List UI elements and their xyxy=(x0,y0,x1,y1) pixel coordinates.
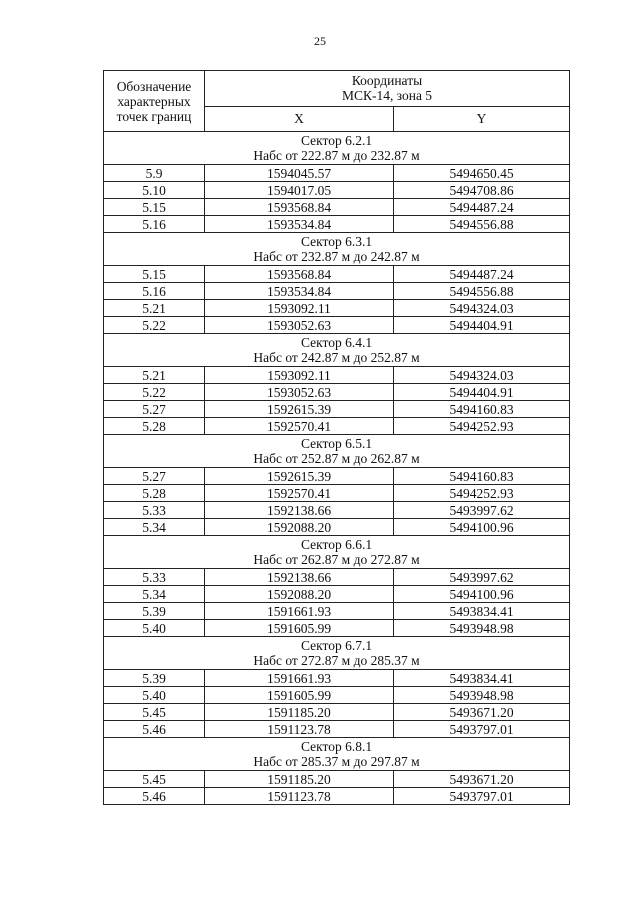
x-cell: 1593568.84 xyxy=(205,199,394,216)
sector-header-row xyxy=(104,132,570,165)
y-cell: 5494252.93 xyxy=(394,418,570,435)
point-cell: 5.40 xyxy=(104,620,205,637)
y-cell: 5493797.01 xyxy=(394,721,570,738)
sector-height-range: Набс от 262.87 м до 272.87 м xyxy=(253,552,420,567)
sector-header-row xyxy=(104,536,570,569)
y-cell: 5494160.83 xyxy=(394,401,570,418)
table-row xyxy=(104,687,570,704)
table-row xyxy=(104,165,570,182)
sector-height-range: Набс от 285.37 м до 297.87 м xyxy=(253,754,420,769)
table-row xyxy=(104,519,570,536)
y-cell: 5493797.01 xyxy=(394,788,570,805)
y-cell: 5494252.93 xyxy=(394,485,570,502)
x-cell: 1593092.11 xyxy=(205,367,394,384)
table-header xyxy=(104,71,570,132)
sector-header-row xyxy=(104,738,570,771)
x-cell: 1591605.99 xyxy=(205,687,394,704)
table-row xyxy=(104,603,570,620)
table-row xyxy=(104,216,570,233)
x-cell: 1591185.20 xyxy=(205,704,394,721)
x-cell: 1593534.84 xyxy=(205,283,394,300)
table-row xyxy=(104,182,570,199)
table-row xyxy=(104,300,570,317)
point-cell: 5.10 xyxy=(104,182,205,199)
point-cell: 5.16 xyxy=(104,283,205,300)
table-row xyxy=(104,384,570,401)
x-cell: 1592088.20 xyxy=(205,519,394,536)
table-row xyxy=(104,418,570,435)
y-cell: 5494556.88 xyxy=(394,216,570,233)
x-header: X xyxy=(205,106,394,131)
x-cell: 1593092.11 xyxy=(205,300,394,317)
table-row xyxy=(104,317,570,334)
y-cell: 5494324.03 xyxy=(394,367,570,384)
point-cell: 5.39 xyxy=(104,603,205,620)
x-cell: 1592088.20 xyxy=(205,586,394,603)
point-cell: 5.46 xyxy=(104,721,205,738)
sector-header xyxy=(104,637,570,670)
point-cell: 5.27 xyxy=(104,401,205,418)
point-cell: 5.40 xyxy=(104,687,205,704)
point-cell: 5.45 xyxy=(104,704,205,721)
table-row xyxy=(104,468,570,485)
x-cell: 1593052.63 xyxy=(205,384,394,401)
x-cell: 1594017.05 xyxy=(205,182,394,199)
point-cell: 5.9 xyxy=(104,165,205,182)
sector-title: Сектор 6.6.1 xyxy=(300,537,373,552)
sector-header xyxy=(104,132,570,165)
point-cell: 5.21 xyxy=(104,300,205,317)
sector-title: Сектор 6.7.1 xyxy=(300,638,373,653)
point-cell: 5.28 xyxy=(104,418,205,435)
sector-header-row xyxy=(104,334,570,367)
point-cell: 5.33 xyxy=(104,502,205,519)
x-cell: 1591605.99 xyxy=(205,620,394,637)
y-cell: 5493997.62 xyxy=(394,502,570,519)
x-cell: 1592615.39 xyxy=(205,468,394,485)
x-cell: 1591123.78 xyxy=(205,721,394,738)
y-cell: 5494708.86 xyxy=(394,182,570,199)
coordinates-header xyxy=(205,71,570,107)
sector-height-range: Набс от 222.87 м до 232.87 м xyxy=(253,148,420,163)
page-number: 25 xyxy=(314,34,326,48)
table-row xyxy=(104,670,570,687)
y-cell: 5493948.98 xyxy=(394,620,570,637)
y-cell: 5493948.98 xyxy=(394,687,570,704)
coordinate-system: МСК-14, зона 5 xyxy=(341,88,433,104)
point-cell: 5.45 xyxy=(104,771,205,788)
sector-header-row xyxy=(104,435,570,468)
point-cell: 5.39 xyxy=(104,670,205,687)
table-row xyxy=(104,266,570,283)
y-cell: 5494160.83 xyxy=(394,468,570,485)
table-row xyxy=(104,401,570,418)
x-cell: 1592138.66 xyxy=(205,502,394,519)
sector-height-range: Набс от 242.87 м до 252.87 м xyxy=(253,350,420,365)
sector-title: Сектор 6.3.1 xyxy=(300,234,373,249)
y-cell: 5493997.62 xyxy=(394,569,570,586)
x-cell: 1591661.93 xyxy=(205,603,394,620)
y-cell: 5494487.24 xyxy=(394,199,570,216)
sector-header-row xyxy=(104,637,570,670)
table-row xyxy=(104,199,570,216)
y-cell: 5494650.45 xyxy=(394,165,570,182)
table-row xyxy=(104,704,570,721)
x-cell: 1593052.63 xyxy=(205,317,394,334)
table-row xyxy=(104,367,570,384)
table-row xyxy=(104,283,570,300)
y-cell: 5494556.88 xyxy=(394,283,570,300)
y-cell: 5494324.03 xyxy=(394,300,570,317)
sector-header xyxy=(104,233,570,266)
table-row xyxy=(104,569,570,586)
point-cell: 5.16 xyxy=(104,216,205,233)
sector-title: Сектор 6.2.1 xyxy=(300,133,373,148)
y-cell: 5493671.20 xyxy=(394,771,570,788)
point-cell: 5.46 xyxy=(104,788,205,805)
sector-title: Сектор 6.4.1 xyxy=(300,335,373,350)
table-row xyxy=(104,721,570,738)
sector-title: Сектор 6.8.1 xyxy=(300,739,373,754)
y-cell: 5494404.91 xyxy=(394,317,570,334)
x-cell: 1594045.57 xyxy=(205,165,394,182)
point-cell: 5.15 xyxy=(104,199,205,216)
table-row xyxy=(104,620,570,637)
table-row xyxy=(104,771,570,788)
sector-height-range: Набс от 232.87 м до 242.87 м xyxy=(253,249,420,264)
x-cell: 1591185.20 xyxy=(205,771,394,788)
y-cell: 5494487.24 xyxy=(394,266,570,283)
point-cell: 5.34 xyxy=(104,586,205,603)
x-cell: 1592570.41 xyxy=(205,485,394,502)
table-row xyxy=(104,586,570,603)
point-cell: 5.22 xyxy=(104,317,205,334)
table-row xyxy=(104,485,570,502)
point-cell: 5.33 xyxy=(104,569,205,586)
sector-header xyxy=(104,738,570,771)
sector-header xyxy=(104,334,570,367)
designation-header: Обозначение характерных точек границ xyxy=(104,71,205,132)
point-cell: 5.27 xyxy=(104,468,205,485)
coordinates-title: Координаты xyxy=(351,73,423,89)
coordinates-table xyxy=(103,70,570,805)
sector-height-range: Набс от 252.87 м до 262.87 м xyxy=(253,451,420,466)
table-row xyxy=(104,502,570,519)
y-cell: 5494100.96 xyxy=(394,519,570,536)
x-cell: 1592138.66 xyxy=(205,569,394,586)
sector-height-range: Набс от 272.87 м до 285.37 м xyxy=(253,653,420,668)
sector-title: Сектор 6.5.1 xyxy=(300,436,373,451)
point-cell: 5.34 xyxy=(104,519,205,536)
table-body xyxy=(104,132,570,805)
point-cell: 5.22 xyxy=(104,384,205,401)
sector-header xyxy=(104,435,570,468)
y-cell: 5493671.20 xyxy=(394,704,570,721)
table-row xyxy=(104,788,570,805)
point-cell: 5.15 xyxy=(104,266,205,283)
x-cell: 1592615.39 xyxy=(205,401,394,418)
x-cell: 1591123.78 xyxy=(205,788,394,805)
sector-header-row xyxy=(104,233,570,266)
sector-header xyxy=(104,536,570,569)
y-cell: 5494100.96 xyxy=(394,586,570,603)
x-cell: 1592570.41 xyxy=(205,418,394,435)
point-cell: 5.28 xyxy=(104,485,205,502)
y-cell: 5493834.41 xyxy=(394,603,570,620)
point-cell: 5.21 xyxy=(104,367,205,384)
y-cell: 5493834.41 xyxy=(394,670,570,687)
x-cell: 1593568.84 xyxy=(205,266,394,283)
y-header: Y xyxy=(394,106,570,131)
x-cell: 1591661.93 xyxy=(205,670,394,687)
y-cell: 5494404.91 xyxy=(394,384,570,401)
x-cell: 1593534.84 xyxy=(205,216,394,233)
